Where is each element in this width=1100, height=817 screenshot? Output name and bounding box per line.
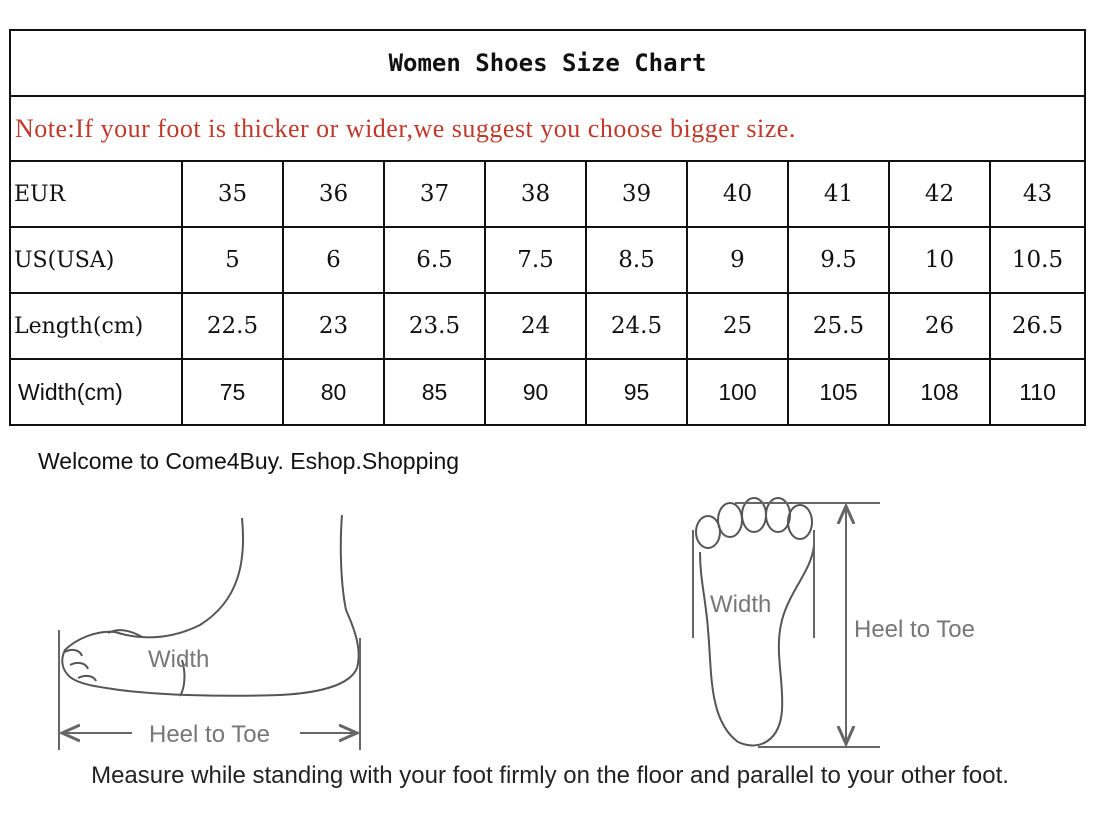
table-cell: 38 <box>485 161 586 227</box>
welcome-text: Welcome to Come4Buy. Eshop.Shopping <box>38 448 460 474</box>
table-cell: 108 <box>889 359 990 425</box>
table-row-width <box>10 359 1085 425</box>
table-cell: 40 <box>687 161 788 227</box>
size-note: Note:If your foot is thicker or wider,we suggest you choose bigger size. <box>10 96 1085 161</box>
table-cell: 22.5 <box>182 293 283 359</box>
table-cell: 9 <box>687 227 788 293</box>
table-cell: 6.5 <box>384 227 485 293</box>
measure-caption: Measure while standing with your foot firmly on the floor and parallel to your other foot. <box>91 762 1009 789</box>
side-foot-illustration <box>62 515 358 696</box>
table-cell: 8.5 <box>586 227 687 293</box>
row-label: US(USA) <box>10 227 182 293</box>
size-chart-table <box>9 29 1086 426</box>
table-cell: 23.5 <box>384 293 485 359</box>
table-cell: 26 <box>889 293 990 359</box>
table-cell: 10.5 <box>990 227 1085 293</box>
table-cell: 35 <box>182 161 283 227</box>
table-cell: 80 <box>283 359 384 425</box>
table-cell: 36 <box>283 161 384 227</box>
table-cell: 90 <box>485 359 586 425</box>
table-cell: 26.5 <box>990 293 1085 359</box>
row-label: Width(cm) <box>10 359 182 425</box>
table-cell: 85 <box>384 359 485 425</box>
chart-title: Women Shoes Size Chart <box>10 30 1085 96</box>
table-cell: 100 <box>687 359 788 425</box>
table-cell: 9.5 <box>788 227 889 293</box>
table-cell: 25.5 <box>788 293 889 359</box>
table-cell: 23 <box>283 293 384 359</box>
table-cell: 43 <box>990 161 1085 227</box>
foot-measure-diagram <box>0 490 1100 760</box>
side-length-label: Heel to Toe <box>149 721 270 748</box>
table-cell: 10 <box>889 227 990 293</box>
table-cell: 39 <box>586 161 687 227</box>
table-cell: 42 <box>889 161 990 227</box>
table-cell: 7.5 <box>485 227 586 293</box>
row-label: Length(cm) <box>10 293 182 359</box>
table-cell: 110 <box>990 359 1085 425</box>
table-cell: 75 <box>182 359 283 425</box>
table-row-length <box>10 293 1085 359</box>
table-row-eur <box>10 161 1085 227</box>
top-width-label: Width <box>710 591 772 618</box>
table-cell: 37 <box>384 161 485 227</box>
table-cell: 5 <box>182 227 283 293</box>
row-label: EUR <box>10 161 182 227</box>
table-cell: 25 <box>687 293 788 359</box>
table-cell: 24 <box>485 293 586 359</box>
top-foot-illustration <box>696 498 814 745</box>
table-cell: 6 <box>283 227 384 293</box>
table-cell: 105 <box>788 359 889 425</box>
table-cell: 41 <box>788 161 889 227</box>
table-cell: 95 <box>586 359 687 425</box>
table-row-us <box>10 227 1085 293</box>
top-length-label: Heel to Toe <box>854 616 975 643</box>
table-cell: 24.5 <box>586 293 687 359</box>
side-width-label: Width <box>148 646 210 673</box>
